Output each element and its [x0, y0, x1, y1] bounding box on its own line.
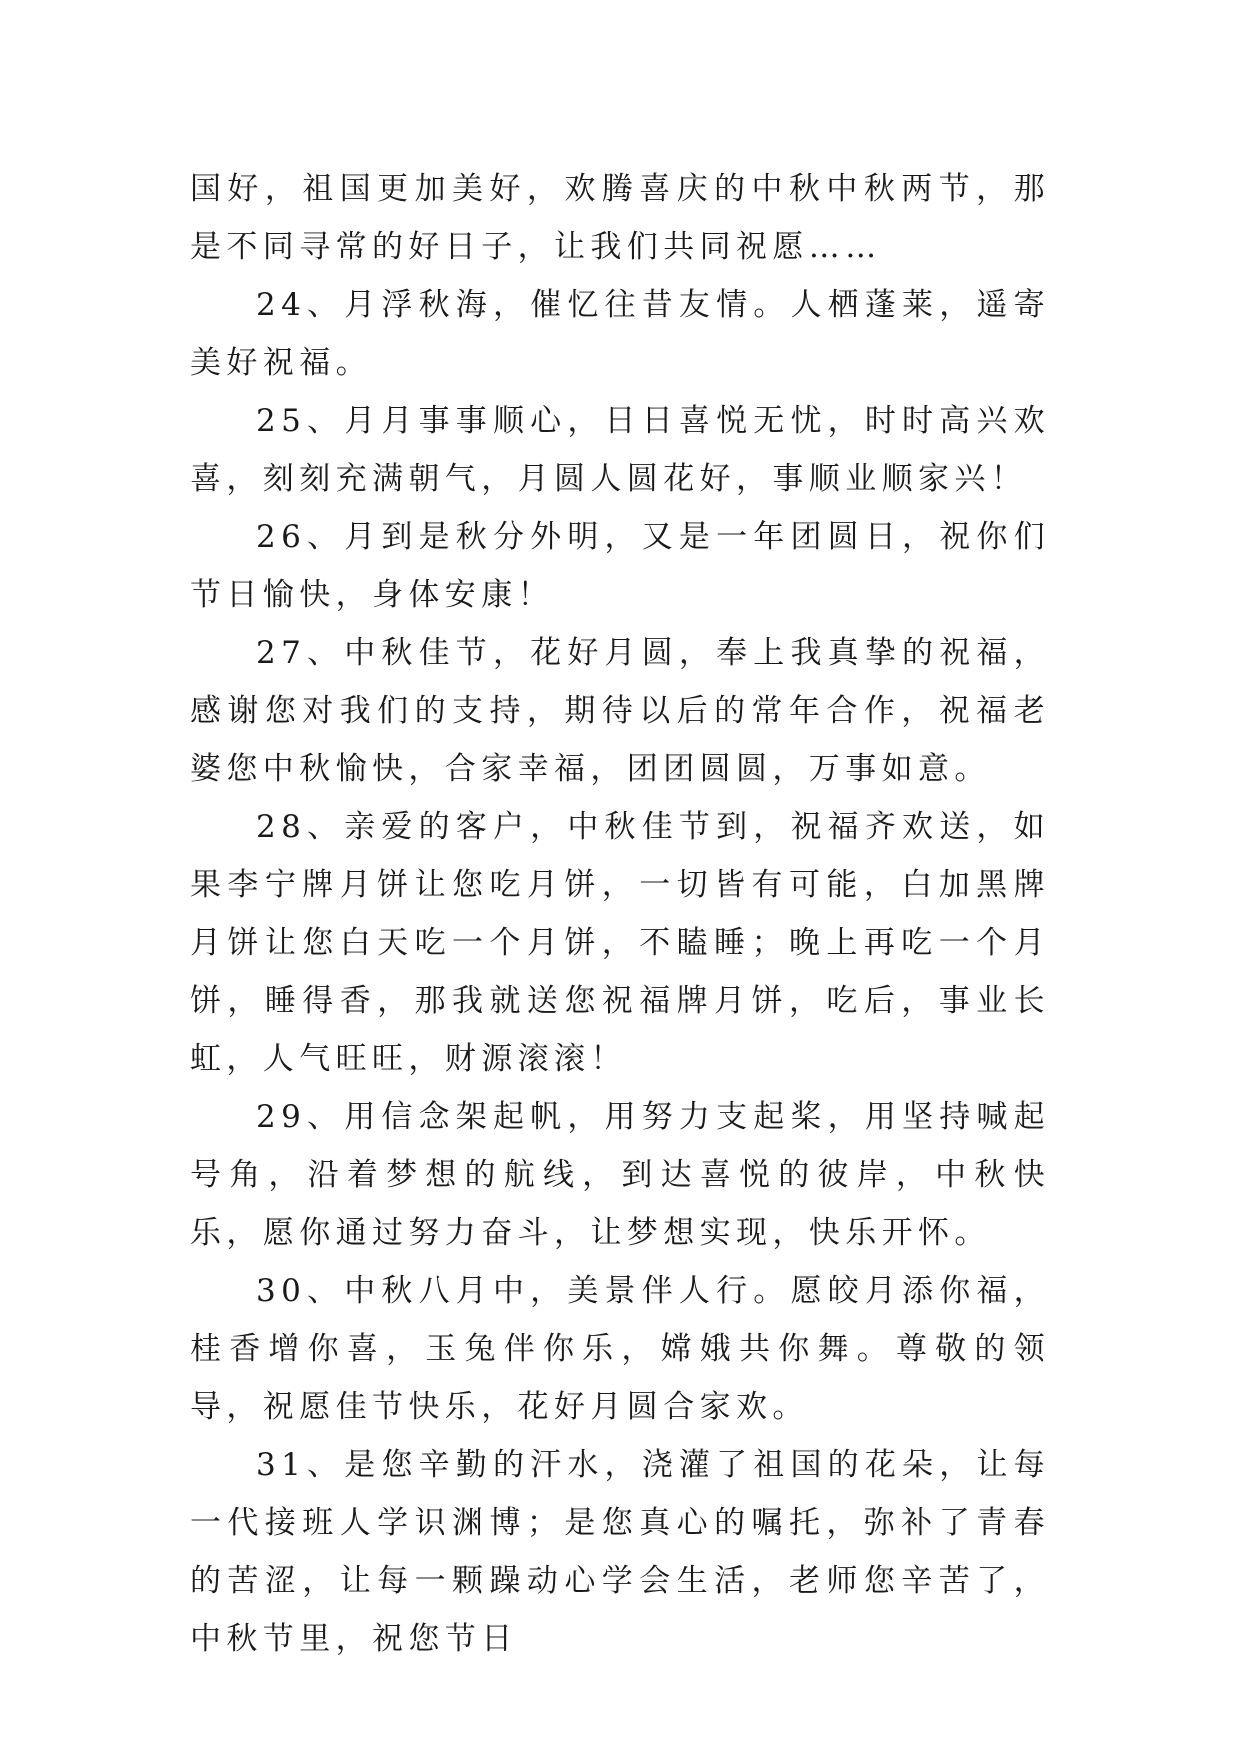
paragraph-25: 25、月月事事顺心，日日喜悦无忧，时时高兴欢喜，刻刻充满朝气，月圆人圆花好，事顺业顺家兴！ [190, 403, 1050, 497]
paragraph-31: 31、是您辛勤的汗水，浇灌了祖国的花朵，让每一代接班人学识渊博；是您真心的嘱托，弥补了青春的苦涩，让每一颗躁动心学会生活，老师您辛苦了，中秋节里，祝您节日 [190, 1447, 1050, 1657]
paragraph-28: 28、亲爱的客户，中秋佳节到，祝福齐欢送，如果李宁牌月饼让您吃月饼，一切皆有可能，白加黑牌月饼让您白天吃一个月饼，不瞌睡；晚上再吃一个月饼，睡得香，那我就送您祝福牌月饼，吃后，事业长虹，人气旺旺，财源滚滚！ [190, 809, 1050, 1077]
paragraph-24: 24、月浮秋海，催忆往昔友情。人栖蓬莱，遥寄美好祝福。 [190, 287, 1050, 381]
paragraph-26: 26、月到是秋分外明，又是一年团圆日，祝你们节日愉快，身体安康！ [190, 519, 1050, 613]
paragraph-30: 30、中秋八月中，美景伴人行。愿皎月添你福，桂香增你喜，玉兔伴你乐，嫦娥共你舞。尊敬的领导，祝愿佳节快乐，花好月圆合家欢。 [190, 1273, 1050, 1425]
document-page [190, 160, 1050, 1668]
paragraph-27: 27、中秋佳节，花好月圆，奉上我真挚的祝福，感谢您对我们的支持，期待以后的常年合作，祝福老婆您中秋愉快，合家幸福，团团圆圆，万事如意。 [190, 635, 1050, 787]
paragraph-continuation: 国好，祖国更加美好，欢腾喜庆的中秋中秋两节，那是不同寻常的好日子，让我们共同祝愿…… [190, 171, 1050, 265]
paragraph-29: 29、用信念架起帆，用努力支起桨，用坚持喊起号角，沿着梦想的航线，到达喜悦的彼岸，中秋快乐，愿你通过努力奋斗，让梦想实现，快乐开怀。 [190, 1099, 1050, 1251]
